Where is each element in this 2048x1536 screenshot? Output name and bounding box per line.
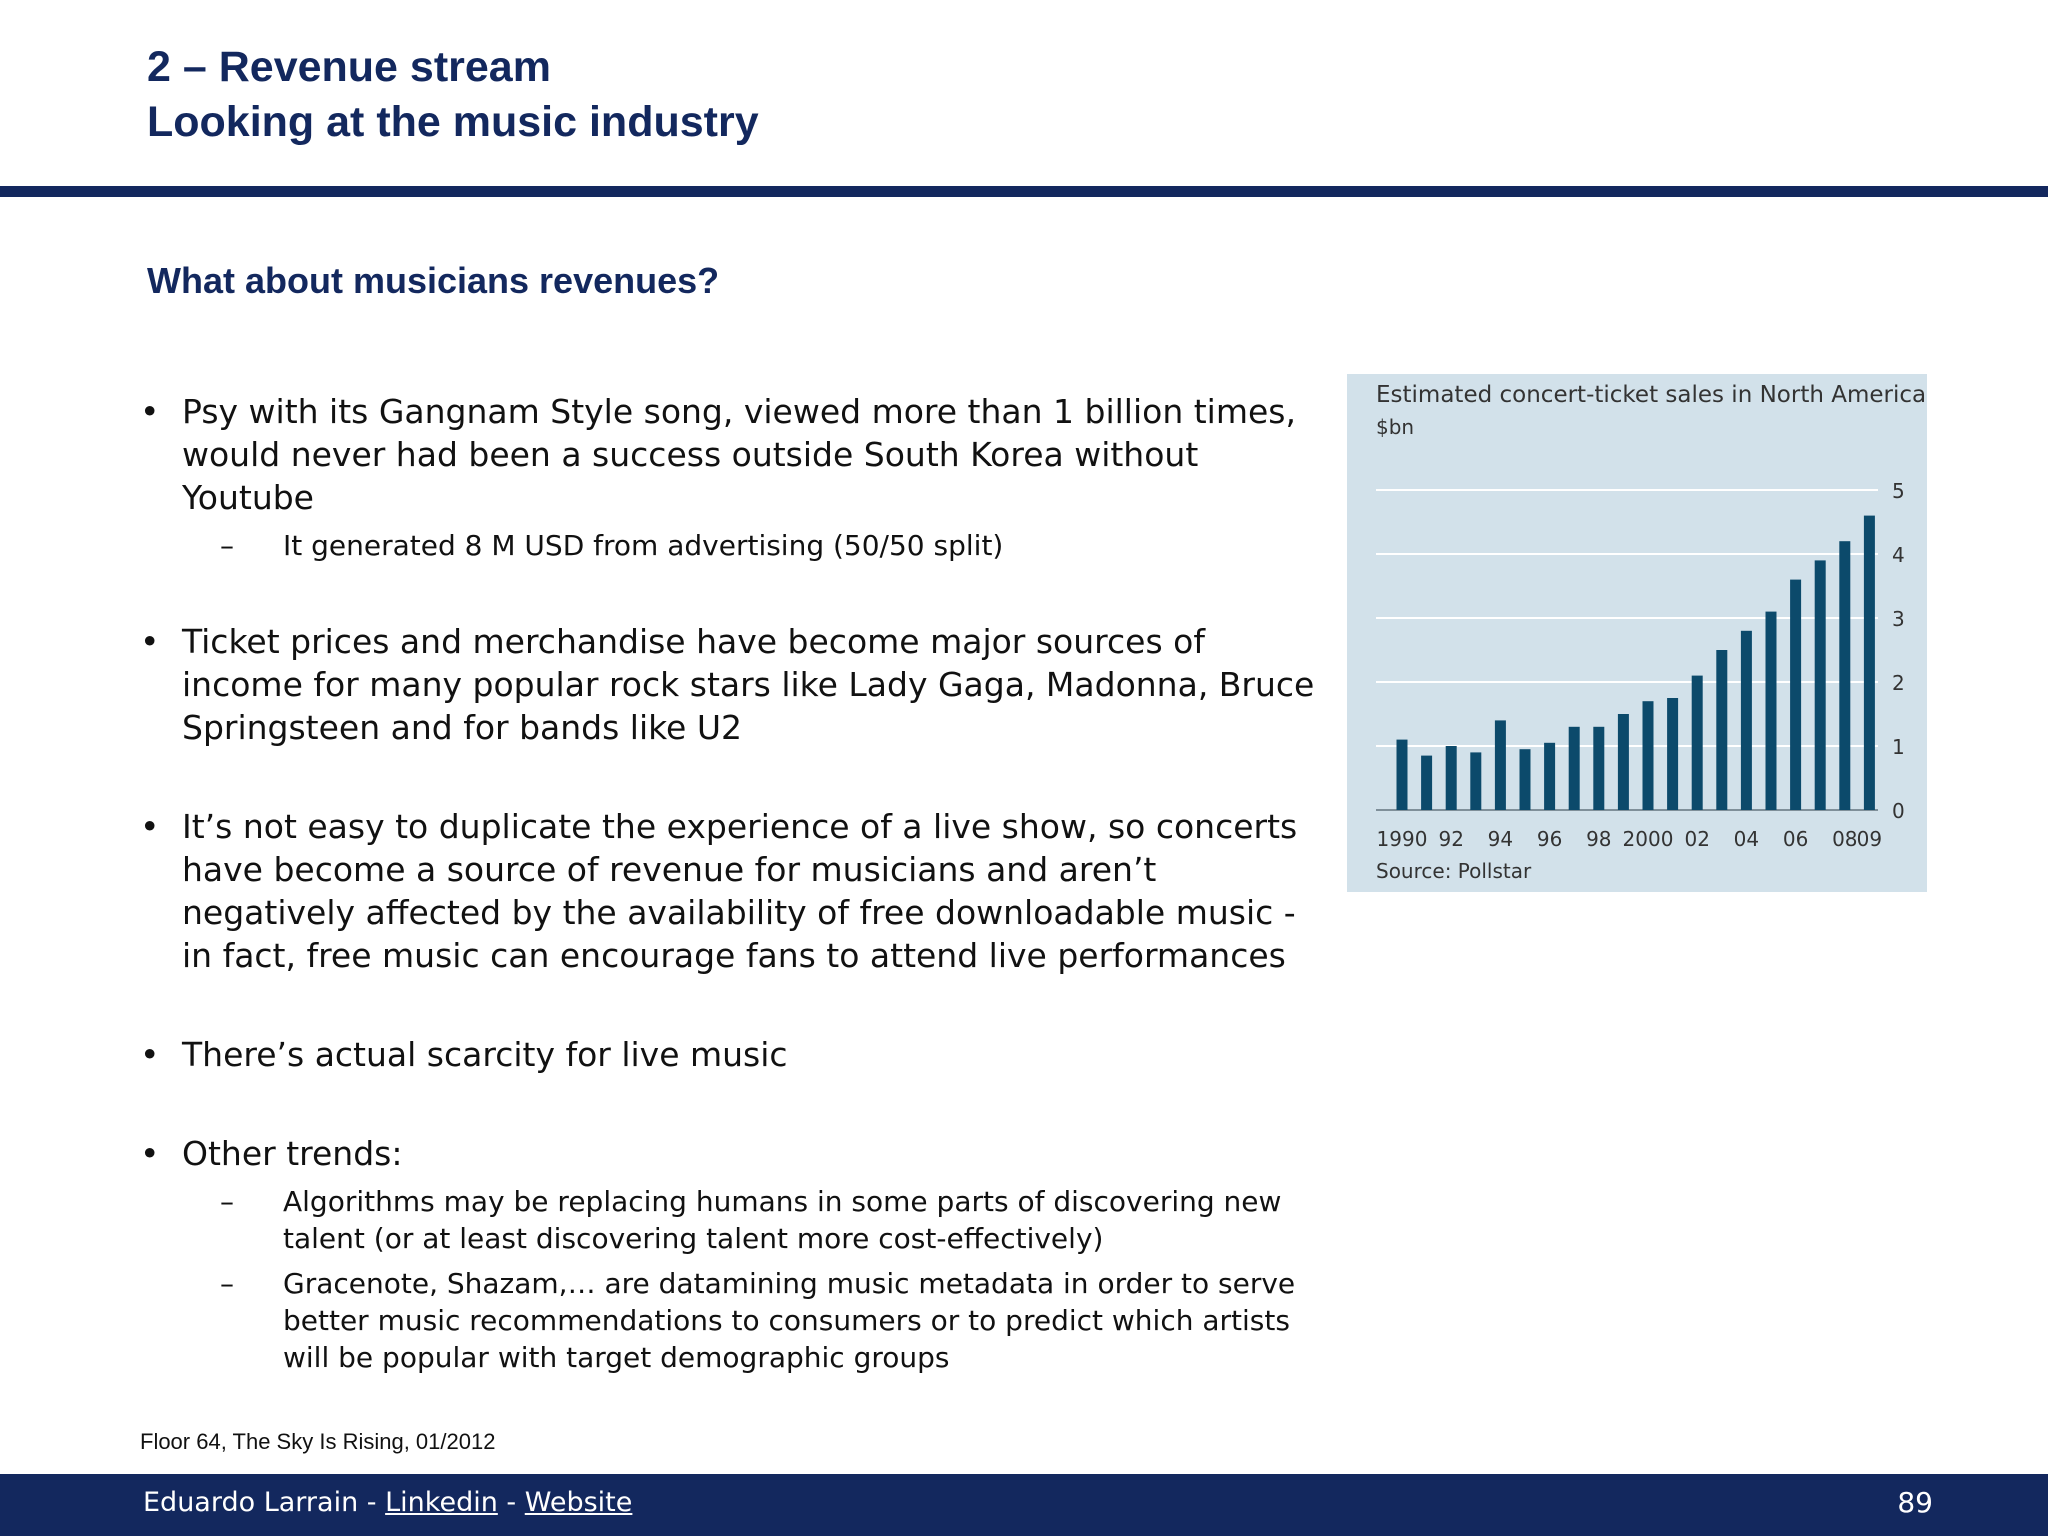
bar [1618,714,1629,810]
sub-bullet-item [140,527,1330,564]
sub-bullet-item [140,1183,1330,1257]
bar [1864,516,1875,810]
page-number: 89 [1897,1486,1933,1519]
x-tick-label: 94 [1487,827,1514,851]
chart-svg [1347,374,1927,892]
bar [1716,650,1727,810]
section-heading: What about musicians revenues? [147,260,720,301]
bar [1839,541,1850,810]
slide-title [147,40,759,150]
footnote: Floor 64, The Sky Is Rising, 01/2012 [140,1429,496,1454]
bullet-item [140,1033,1330,1076]
chart-title: Estimated concert-ticket sales in North America [1376,382,1927,408]
bullet-text: Psy with its Gangnam Style song, viewed more than 1 billion times, would never had been a success outside South Korea without Youtube [182,392,1296,517]
sub-bullet-text: It generated 8 M USD from advertising (50/50 split) [283,529,1004,562]
y-tick-label: 5 [1892,479,1905,503]
x-tick-label: 98 [1586,827,1612,851]
bar [1766,612,1777,810]
title-divider [0,186,2048,197]
chart-source: Source: Pollstar [1376,859,1532,883]
bullet-text: Ticket prices and merchandise have become major sources of income for many popular rock stars like Lady Gaga, Madonna, Bruce Springsteen and for bands like U2 [182,622,1315,747]
bullet-text: It’s not easy to duplicate the experience of a live show, so concerts have become a source of revenue for musicians and aren’t negatively affected by the availability of free downloadable music - in fact, free music can encourage fans to attend live performances [182,807,1298,975]
title-line-2: Looking at the music industry [147,98,759,146]
bar [1569,727,1580,810]
sub-bullet-text: Gracenote, Shazam,… are datamining music metadata in order to serve better music recommendations to consumers or to predict which artists will be popular with target demographic groups [283,1267,1296,1374]
bullet-item [140,620,1330,749]
bar [1470,752,1481,810]
bullet-dot-icon: • [140,392,160,431]
bar [1593,727,1604,810]
bar [1397,740,1408,810]
bullet-item [140,805,1330,977]
bar [1815,560,1826,810]
bullet-text: Other trends: [182,1134,403,1173]
footer-credits [143,1487,632,1518]
concert-ticket-chart [1347,374,1927,892]
bullet-dot-icon: • [140,1134,160,1173]
y-tick-label: 1 [1892,735,1905,759]
x-tick-label: 04 [1733,827,1760,851]
title-line-1: 2 – Revenue stream [147,43,551,91]
x-tick-label: 02 [1684,827,1710,851]
sub-bullet-item [140,1265,1330,1376]
dash-icon: – [220,529,234,562]
chart-unit: $bn [1376,415,1415,439]
website-link[interactable]: Website [524,1487,633,1518]
bullet-list [140,390,1330,1376]
bar [1692,676,1703,810]
bar [1643,701,1654,810]
x-tick-label: 06 [1782,827,1809,851]
bullet-item [140,390,1330,519]
separator: - [358,1487,386,1518]
y-tick-label: 3 [1892,607,1905,631]
x-tick-label: 08 [1832,827,1858,851]
y-tick-label: 4 [1892,543,1905,567]
bar [1790,580,1801,810]
bullet-text: There’s actual scarcity for live music [182,1035,788,1074]
bullet-dot-icon: • [140,622,160,661]
footer-bar [0,1474,2048,1536]
x-tick-label: 96 [1536,827,1563,851]
x-tick-label: 92 [1438,827,1464,851]
dash-icon: – [220,1267,234,1300]
bar [1495,720,1506,810]
bullet-item [140,1132,1330,1175]
author-name: Eduardo Larrain [143,1487,359,1518]
bullet-dot-icon: • [140,807,160,846]
linkedin-link[interactable]: Linkedin [385,1487,498,1518]
bar [1421,756,1432,810]
dash-icon: – [220,1185,234,1218]
x-tick-label: 2000 [1622,827,1674,851]
y-tick-label: 2 [1892,671,1905,695]
bullet-dot-icon: • [140,1035,160,1074]
bar [1520,749,1531,810]
x-tick-label: 1990 [1376,827,1428,851]
y-tick-label: 0 [1892,799,1905,823]
bar [1544,743,1555,810]
x-tick-label: 09 [1856,827,1883,851]
bar [1446,746,1457,810]
sub-bullet-text: Algorithms may be replacing humans in some parts of discovering new talent (or at least discovering talent more cost-effectively) [283,1185,1282,1255]
bar [1741,631,1752,810]
bar [1667,698,1678,810]
separator: - [497,1487,525,1518]
